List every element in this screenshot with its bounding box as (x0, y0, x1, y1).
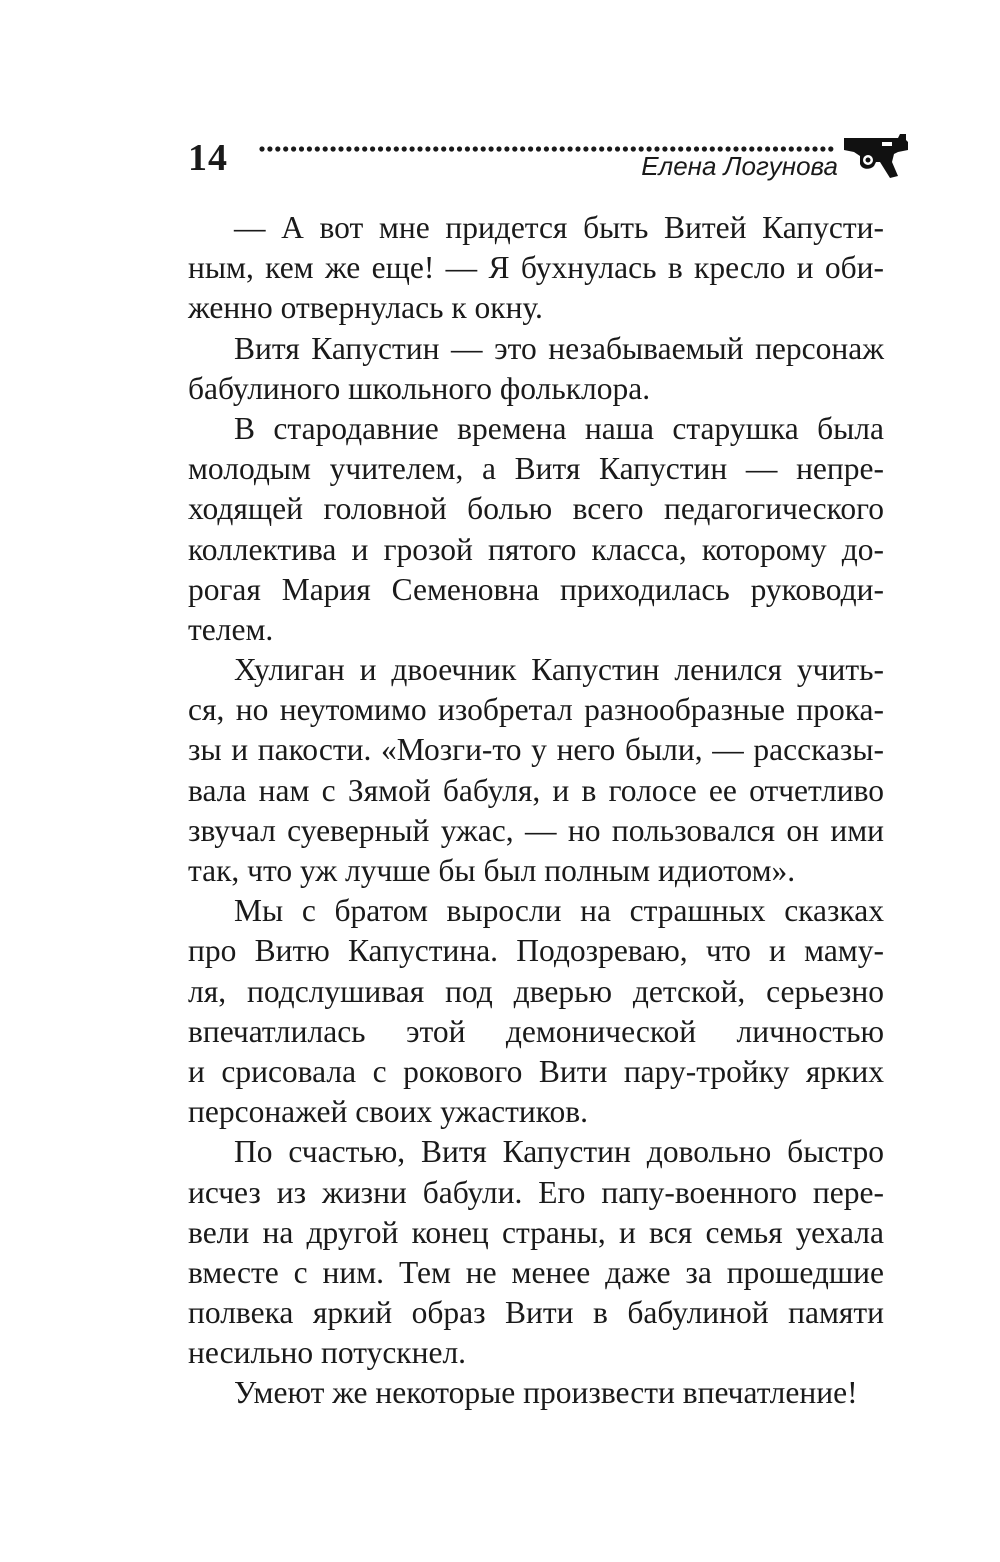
rule-dot (362, 146, 367, 151)
rule-dot (615, 146, 620, 151)
rule-dot (323, 146, 328, 151)
running-header (0, 0, 1000, 200)
rule-dot (417, 146, 422, 151)
rule-dot (394, 146, 399, 151)
rule-dot (315, 146, 320, 151)
rule-dot (623, 146, 628, 151)
rule-dot (489, 146, 494, 151)
rule-dot (291, 146, 296, 151)
rule-dot (568, 146, 573, 151)
rule-dot (504, 146, 509, 151)
rule-dot (520, 146, 525, 151)
text-line: Умеют же некоторые произвести впечатление! (234, 1375, 858, 1411)
rule-dot (473, 146, 478, 151)
paragraph (188, 409, 884, 650)
paragraph (188, 891, 884, 1132)
text-line: Мы с братом выросли на страшных сказках (234, 893, 884, 929)
rule-dot (552, 146, 557, 151)
text-line: коллектива и грозой пятого класса, которому до- (188, 531, 884, 567)
text-line: молодым учителем, а Витя Капустин — непре- (188, 451, 884, 487)
author-name: Елена Логунова (641, 151, 838, 181)
rule-dot (457, 146, 462, 151)
rule-dot (283, 146, 288, 151)
rule-dot (512, 146, 517, 151)
text-line: ходящей головной болью всего педагогического (188, 491, 884, 527)
text-line: Витя Капустин — это незабываемый персонаж (234, 330, 884, 366)
revolver-icon (842, 132, 912, 180)
text-line: В стародавние времена наша старушка была (234, 410, 884, 446)
paragraph (188, 208, 884, 329)
rule-dot (441, 146, 446, 151)
paragraph (188, 329, 884, 409)
rule-dot (307, 146, 312, 151)
rule-dot (402, 146, 407, 151)
rule-dot (583, 146, 588, 151)
text-line: исчез из жизни бабули. Его папу-военного пере- (188, 1174, 884, 1210)
text-line: бабулиного школьного фольклора. (188, 370, 651, 406)
rule-dot (496, 146, 501, 151)
rule-dot (481, 146, 486, 151)
paragraph (188, 1373, 884, 1413)
rule-dot (433, 146, 438, 151)
rule-dot (575, 146, 580, 151)
text-line: Хулиган и двоечник Капустин ленился учить- (234, 652, 884, 688)
text-line: телем. (188, 611, 274, 647)
rule-dot (338, 146, 343, 151)
text-line: женно отвернулась к окну. (188, 290, 543, 326)
rule-dot (410, 146, 415, 151)
paragraph (188, 650, 884, 891)
rule-dot (299, 146, 304, 151)
page-number: 14 (188, 137, 228, 179)
text-line: несильно потускнел. (188, 1335, 467, 1371)
rule-dot (259, 146, 264, 151)
rule-dot (544, 146, 549, 151)
rule-dot (425, 146, 430, 151)
rule-dot (591, 146, 596, 151)
rule-dot (346, 146, 351, 151)
text-line: звучал суеверный ужас, — но пользовался он ими (188, 812, 884, 848)
paragraph (188, 1132, 884, 1373)
text-line: полвека яркий образ Вити в бабулиной памяти (188, 1295, 884, 1331)
text-line: и срисовала с рокового Вити пару-тройку ярких (188, 1053, 884, 1089)
rule-dot (449, 146, 454, 151)
text-line: впечатлилась этой демонической личностью (188, 1013, 884, 1049)
rule-dot (267, 146, 272, 151)
text-line: вели на другой конец страны, и вся семья уехала (188, 1214, 884, 1250)
rule-dot (378, 146, 383, 151)
rule-dot (465, 146, 470, 151)
rule-dot (536, 146, 541, 151)
text-line: вала нам с Зямой бабуля, и в голосе ее отчетливо (188, 772, 884, 808)
rule-dot (599, 146, 604, 151)
rule-dot (607, 146, 612, 151)
text-line: — А вот мне придется быть Витей Капусти- (234, 210, 884, 245)
rule-dot (560, 146, 565, 151)
text-line: ля, подслушивая под дверью детской, серьезно (188, 973, 884, 1009)
text-line: ся, но неутомимо изобретал разнообразные прока- (188, 692, 884, 728)
text-line: про Витю Капустина. Подозреваю, что и маму- (188, 933, 884, 969)
text-line: так, что уж лучше бы был полным идиотом». (188, 853, 796, 888)
rule-dot (354, 146, 359, 151)
text-line: зы и пакости. «Мозги-то у него были, — рассказы- (188, 732, 884, 768)
text-line: рогая Мария Семеновна приходилась руководи- (188, 571, 884, 607)
page-body-text (188, 208, 884, 1414)
text-line: ным, кем же еще! — Я бухнулась в кресло и оби- (188, 250, 884, 286)
rule-dot (370, 146, 375, 151)
text-line: По счастью, Витя Капустин довольно быстро (234, 1134, 884, 1170)
text-line: персонажей своих ужастиков. (188, 1094, 588, 1130)
rule-dot (386, 146, 391, 151)
rule-dot (528, 146, 533, 151)
text-line: вместе с ним. Тем не менее даже за прошедшие (188, 1254, 884, 1290)
rule-dot (275, 146, 280, 151)
rule-dot (331, 146, 336, 151)
rule-dot (631, 146, 636, 151)
